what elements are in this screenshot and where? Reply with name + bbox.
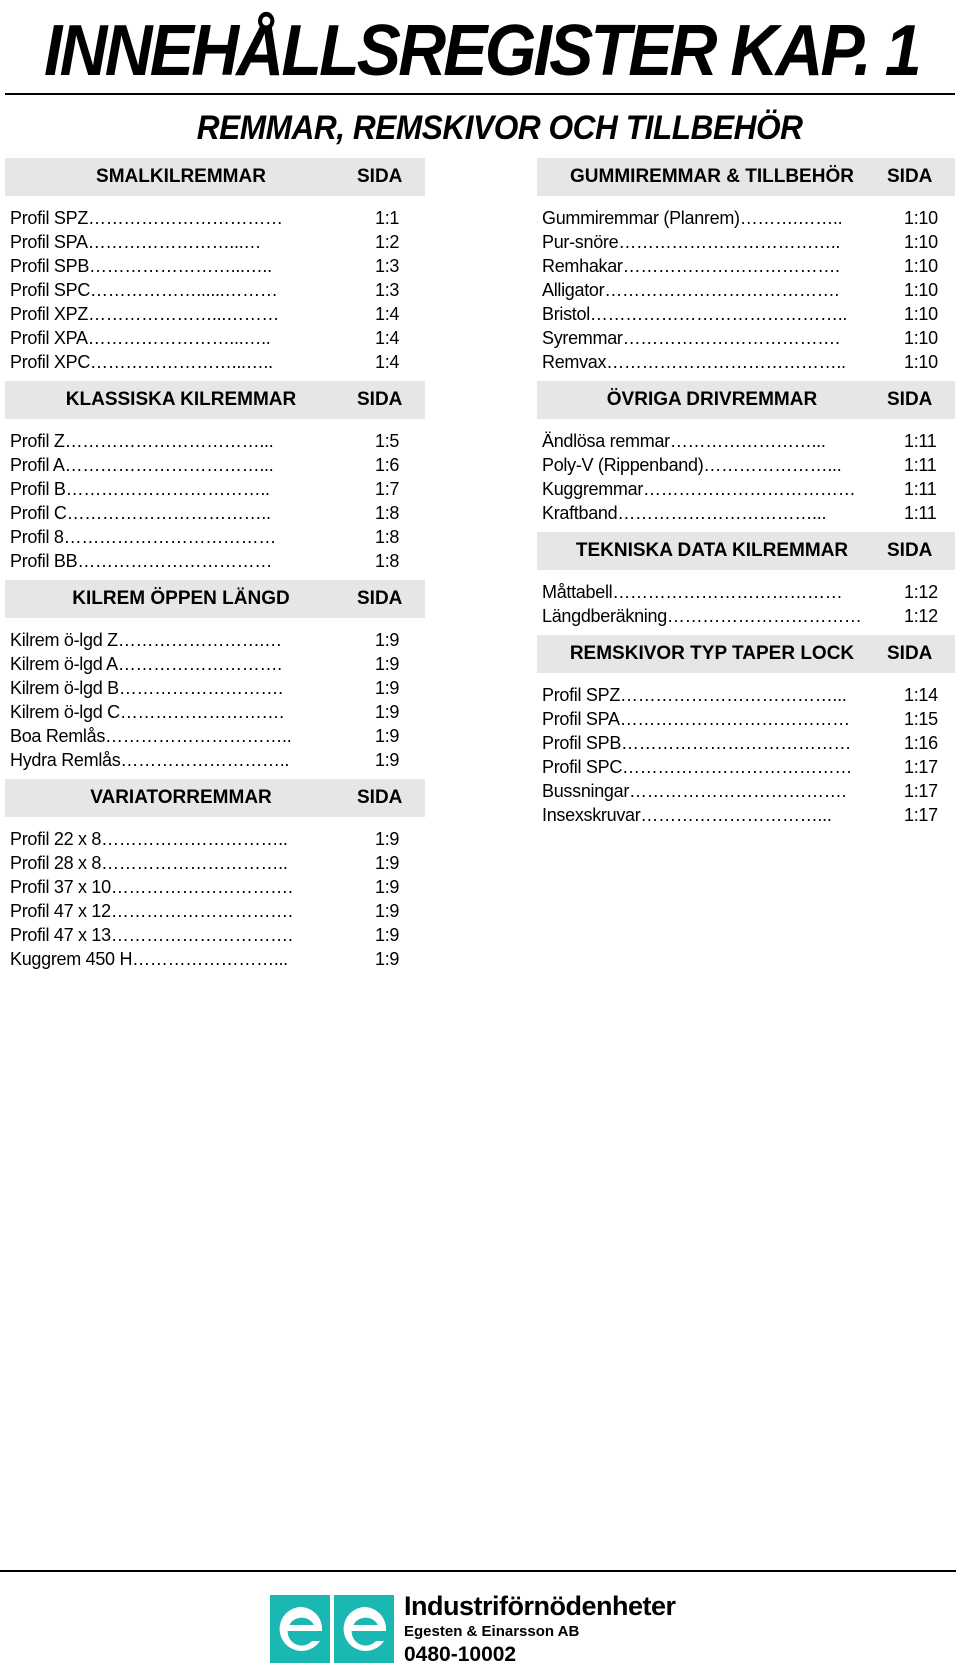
index-entry <box>5 947 425 971</box>
section-page-heading: SIDA <box>887 643 933 664</box>
entry-label: Längdberäkning…………………………… <box>542 606 862 626</box>
entry-page: 1:11 <box>904 479 937 499</box>
entry-page: 1:10 <box>904 280 938 300</box>
entry-label: Kraftband……………………………... <box>542 503 827 523</box>
section-page-heading: SIDA <box>357 588 403 609</box>
ee-logo-icon <box>270 1595 394 1663</box>
index-entry <box>5 206 425 230</box>
section-header <box>537 158 955 196</box>
entry-label: Insexskruvar…………………………... <box>542 805 832 825</box>
entry-label: Måttabell………………………………… <box>542 582 843 602</box>
index-entry <box>5 923 425 947</box>
index-entry <box>537 278 955 302</box>
entry-page: 1:9 <box>375 829 400 849</box>
index-entry <box>5 278 425 302</box>
entry-page: 1:17 <box>904 757 938 777</box>
section <box>5 158 425 374</box>
index-entry <box>5 700 425 724</box>
entry-page: 1:9 <box>375 702 400 722</box>
section-page-heading: SIDA <box>357 787 403 808</box>
entry-page: 1:9 <box>375 678 400 698</box>
section-header <box>5 381 425 419</box>
entry-label: Profil Z……………………………... <box>10 431 274 451</box>
index-entry <box>5 899 425 923</box>
index-entry <box>537 477 955 501</box>
entry-page: 1:4 <box>375 352 400 372</box>
section-title: KLASSISKA KILREMMAR <box>65 389 297 410</box>
section-page-heading: SIDA <box>357 389 403 410</box>
entry-page: 1:5 <box>375 431 400 451</box>
entry-label: Profil C…………………………….. <box>10 503 271 523</box>
entry-page: 1:10 <box>904 328 938 348</box>
index-entry <box>5 549 425 573</box>
entry-label: Ändlösa remmar……………………... <box>542 431 826 451</box>
index-entry <box>5 429 425 453</box>
section-header <box>5 158 425 196</box>
section-title: SMALKILREMMAR <box>96 166 266 187</box>
entry-label: Profil 37 x 10…………………………. <box>10 877 293 897</box>
entry-page: 1:4 <box>375 328 400 348</box>
index-entry <box>5 350 425 374</box>
entry-label: Profil SPC………………......……… <box>10 280 278 300</box>
company-subname: Egesten & Einarsson AB <box>404 1623 580 1640</box>
entry-label: Profil BB…………………………… <box>10 551 273 571</box>
company-name: Industriförnödenheter <box>404 1591 676 1621</box>
index-entry <box>537 731 955 755</box>
index-entry <box>5 254 425 278</box>
entry-label: Alligator…………………………………. <box>542 280 840 300</box>
entry-page: 1:6 <box>375 455 400 475</box>
entry-label: Profil 47 x 13…………………………. <box>10 925 293 945</box>
index-entry <box>5 724 425 748</box>
entry-page: 1:9 <box>375 853 400 873</box>
section-title: REMSKIVOR TYP TAPER LOCK <box>569 643 855 664</box>
section-page-heading: SIDA <box>887 540 933 561</box>
section-title: GUMMIREMMAR & TILLBEHÖR <box>570 166 854 187</box>
page-title: INNEHÅLLSREGISTER KAP. 1 <box>44 11 919 91</box>
entry-label: Kilrem ö-lgd Z…………………….… <box>10 630 282 650</box>
index-entry <box>5 230 425 254</box>
entry-label: Bristol…………………………………….. <box>542 304 848 324</box>
entry-label: Kilrem ö-lgd B………………………. <box>10 678 283 698</box>
entry-label: Bussningar………………………………. <box>542 781 847 801</box>
entry-label: Profil SPB………………………………… <box>542 733 852 753</box>
section <box>537 158 955 374</box>
entry-page: 1:10 <box>904 304 938 324</box>
page-subtitle <box>0 108 960 148</box>
entry-page: 1:10 <box>904 256 938 276</box>
section-title: ÖVRIGA DRIVREMMAR <box>606 389 818 410</box>
section-header <box>5 580 425 618</box>
section-title: KILREM ÖPPEN LÄNGD <box>72 588 290 609</box>
entry-page: 1:9 <box>375 949 400 969</box>
entry-label: Profil SPA………………………………… <box>542 709 850 729</box>
entry-label: Remhakar………………………………. <box>542 256 840 276</box>
entry-page: 1:9 <box>375 750 400 770</box>
section-page-heading: SIDA <box>887 166 933 187</box>
entry-page: 1:9 <box>375 654 400 674</box>
index-entry <box>5 453 425 477</box>
index-entry <box>5 525 425 549</box>
section <box>5 381 425 573</box>
index-entry <box>537 683 955 707</box>
section-page-heading: SIDA <box>357 166 403 187</box>
index-entry <box>537 580 955 604</box>
index-entry <box>537 501 955 525</box>
index-entry <box>5 628 425 652</box>
entry-label: Profil SPB……………………...….. <box>10 256 272 276</box>
entry-label: Hydra Remlås……………………….. <box>10 750 290 770</box>
entry-label: Profil 47 x 12…………………………. <box>10 901 293 921</box>
entry-label: Kilrem ö-lgd A………………………. <box>10 654 282 674</box>
subtitle-text: REMMAR, REMSKIVOR OCH TILLBEHÖR <box>197 109 803 147</box>
index-entry <box>537 326 955 350</box>
index-entry <box>5 851 425 875</box>
index-entry <box>5 477 425 501</box>
entry-label: Syremmar………………………………. <box>542 328 840 348</box>
section-page-heading: SIDA <box>887 389 933 410</box>
entry-page: 1:3 <box>375 280 400 300</box>
index-entry <box>5 501 425 525</box>
entry-label: Profil 28 x 8………………………….. <box>10 853 288 873</box>
entry-page: 1:8 <box>375 527 400 547</box>
entry-page: 1:7 <box>375 479 400 499</box>
index-entry <box>5 302 425 326</box>
entry-page: 1:10 <box>904 232 938 252</box>
entry-page: 1:12 <box>904 582 938 602</box>
entry-page: 1:10 <box>904 352 938 372</box>
entry-label: Profil SPA……………………...… <box>10 232 262 252</box>
entry-page: 1:4 <box>375 304 400 324</box>
section <box>537 532 955 628</box>
index-entry <box>537 429 955 453</box>
entry-page: 1:9 <box>375 925 400 945</box>
section-header <box>5 779 425 817</box>
entry-label: Profil A……………………………... <box>10 455 274 475</box>
index-entry <box>537 254 955 278</box>
index-entry <box>537 350 955 374</box>
index-entry <box>537 604 955 628</box>
entry-page: 1:2 <box>375 232 400 252</box>
entry-page: 1:17 <box>904 781 938 801</box>
index-entry <box>5 652 425 676</box>
entry-page: 1:9 <box>375 901 400 921</box>
entry-page: 1:8 <box>375 551 400 571</box>
entry-page: 1:3 <box>375 256 400 276</box>
entry-page: 1:1 <box>375 208 400 228</box>
index-entry <box>537 453 955 477</box>
entry-page: 1:15 <box>904 709 938 729</box>
logo-text <box>404 1593 676 1665</box>
index-entry <box>537 230 955 254</box>
index-entry <box>537 707 955 731</box>
entry-label: Poly-V (Rippenband)…………………... <box>542 455 842 475</box>
entry-label: Kilrem ö-lgd C………………………. <box>10 702 284 722</box>
index-entry <box>5 827 425 851</box>
right-column <box>537 158 955 834</box>
index-entry <box>537 779 955 803</box>
entry-page: 1:9 <box>375 726 400 746</box>
index-entry <box>5 748 425 772</box>
entry-page: 1:12 <box>904 606 938 626</box>
index-entry <box>537 206 955 230</box>
entry-label: Profil SPZ…………………………… <box>10 208 283 228</box>
entry-label: Profil XPC……………………...….. <box>10 352 273 372</box>
section <box>537 635 955 827</box>
entry-page: 1:11 <box>904 455 937 475</box>
entry-page: 1:9 <box>375 877 400 897</box>
entry-label: Profil SPZ………………………………... <box>542 685 847 705</box>
entry-label: Profil 22 x 8………………………….. <box>10 829 288 849</box>
entry-page: 1:10 <box>904 208 938 228</box>
entry-label: Boa Remlås………………………….. <box>10 726 292 746</box>
entry-label: Kuggrem 450 H……………………... <box>10 949 288 969</box>
entry-page: 1:14 <box>904 685 938 705</box>
section-title: TEKNISKA DATA KILREMMAR <box>575 540 849 561</box>
entry-label: Profil 8……………………………… <box>10 527 277 547</box>
section <box>5 580 425 772</box>
left-column <box>5 158 425 978</box>
entry-page: 1:11 <box>904 431 937 451</box>
entry-label: Profil XPZ…………………...……… <box>10 304 280 324</box>
entry-label: Profil SPC………………………………… <box>542 757 853 777</box>
entry-page: 1:11 <box>904 503 937 523</box>
index-entry <box>537 755 955 779</box>
bottom-divider <box>0 1570 956 1572</box>
index-entry <box>5 875 425 899</box>
entry-label: Kuggremmar……………………………… <box>542 479 856 499</box>
entry-label: Pur-snöre……………………………….. <box>542 232 841 252</box>
entry-label: Profil XPA……………………...….. <box>10 328 271 348</box>
index-entry <box>537 803 955 827</box>
section-title: VARIATORREMMAR <box>90 787 272 808</box>
index-entry <box>5 676 425 700</box>
section-header <box>537 381 955 419</box>
section-header <box>537 532 955 570</box>
section-header <box>537 635 955 673</box>
section <box>537 381 955 525</box>
entry-page: 1:17 <box>904 805 938 825</box>
company-logo <box>270 1584 730 1674</box>
top-divider <box>5 93 955 95</box>
entry-label: Remvax………………………………….. <box>542 352 846 372</box>
section <box>5 779 425 971</box>
index-entry <box>5 326 425 350</box>
entry-label: Gummiremmar (Planrem)……….…….. <box>542 208 843 228</box>
index-entry <box>537 302 955 326</box>
company-phone: 0480-10002 <box>404 1643 517 1666</box>
entry-page: 1:9 <box>375 630 400 650</box>
entry-label: Profil B…………………………….. <box>10 479 270 499</box>
entry-page: 1:8 <box>375 503 400 523</box>
entry-page: 1:16 <box>904 733 938 753</box>
